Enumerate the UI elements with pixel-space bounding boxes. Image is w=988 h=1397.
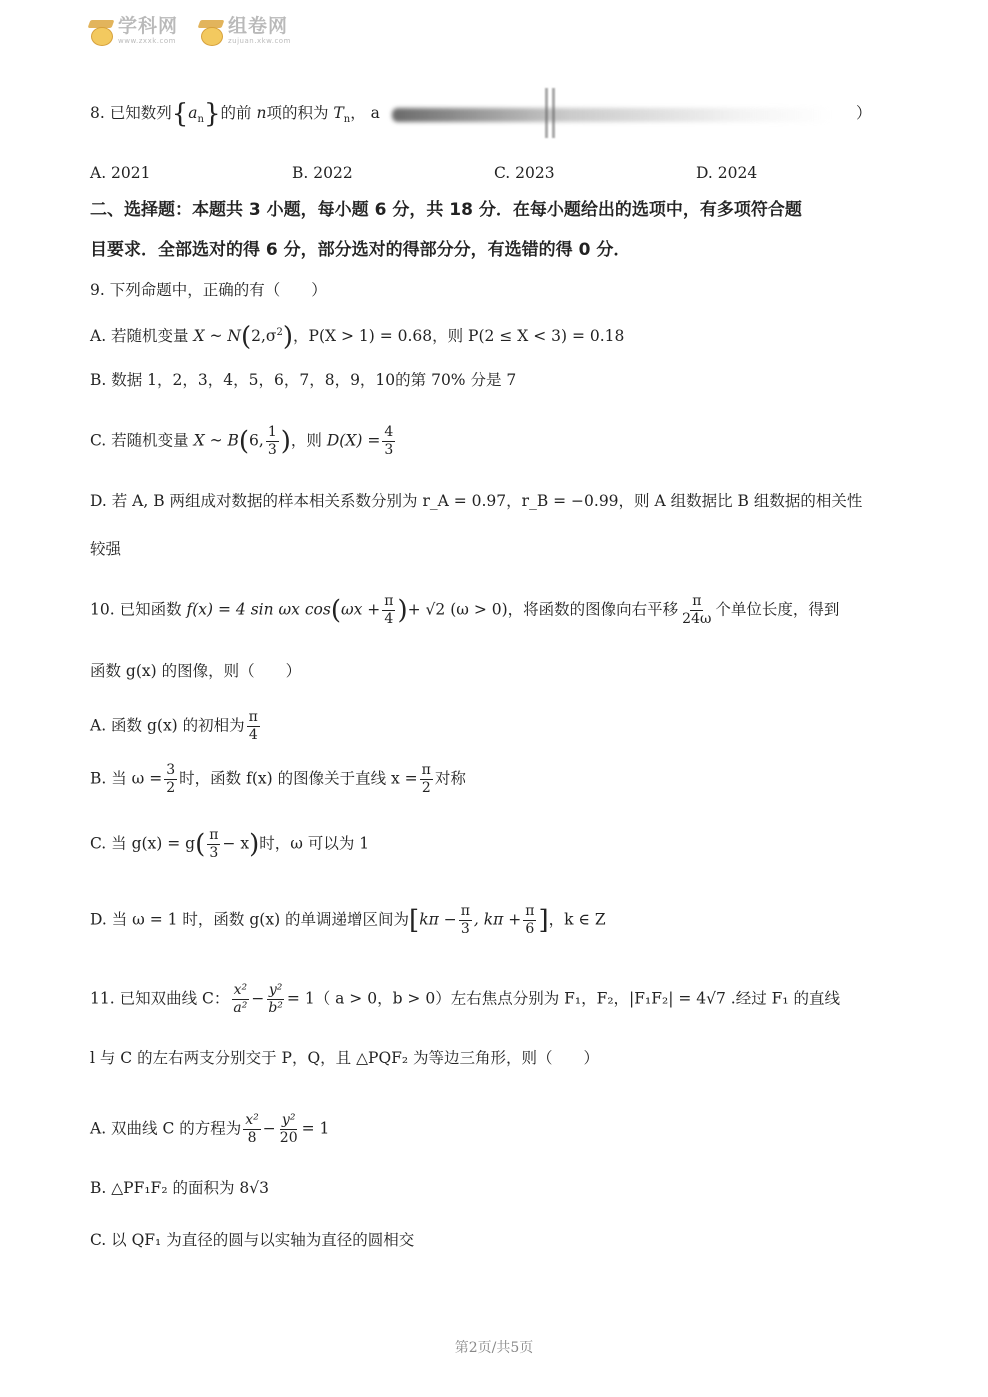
question-10-option-d: D. 当 ω = 1 时，函数 g(x) 的单调递增区间为[kπ − $\frac{\pi}{3}$ , kπ + $\frac{\pi}{6}$ ]，k ∈ Z [90, 903, 606, 937]
question-9-option-a: A. 若随机变量 X ~ $N(2,\sigma^2)$，P(X > 1) = 0.68，则 P(2 ≤ X < 3) = 0.18 [90, 322, 625, 353]
section-2-heading-line2: 目要求．全部选对的得 6 分，部分选对的得部分分，有选错的得 0 分． [90, 240, 631, 260]
graduate-cap-icon [88, 18, 114, 44]
section-2-heading-line1: 二、选择题：本题共 3 小题，每小题 6 分，共 18 分．在每小题给出的选项中，有多项符合题 [90, 200, 802, 220]
question-10-option-c: C. 当 g(x) = g( $\frac{\pi}{3}$ − x)时，ω 可以为 1 [90, 827, 370, 861]
page-footer: 第2页/共5页 [454, 1340, 534, 1356]
question-8-stem: 8. 已知数列$\{a_n\}$的前 n项的积为 $T_n$， a [90, 99, 380, 129]
question-9-option-b: B. 数据 1，2，3，4，5，6，7，8，9，10的第 70% 分是 7 [90, 371, 517, 389]
question-11-stem-line2: l 与 C 的左右两支分别交于 P，Q，且 △PQF₂ 为等边三角形，则（ ） [90, 1049, 600, 1067]
question-9-stem: 9. 下列命题中，正确的有（ ） [90, 281, 327, 299]
option-a: A. 2021 [90, 164, 151, 182]
question-10-stem-line2: 函数 g(x) 的图像，则（ ） [90, 662, 302, 680]
question-10-stem-line1: 10. 已知函数 f(x) = 4 sin ωx cos(ωx + $\frac{\pi}{4}$ )+ √2 (ω > 0)，将函数的图像向右平移 $\frac{\pi}{24\omega}$ 个单位长度，得到 [90, 593, 840, 627]
question-11-option-a: A. 双曲线 C 的方程为 $\frac{\text{x²}}{8}$ − $\frac{\text{y²}}{20}$ = 1 [90, 1112, 330, 1146]
question-9-option-d-line1: D. 若 A, B 两组成对数据的样本相关系数分别为 r_A = 0.97，r_B = −0.99，则 A 组数据比 B 组数据的相关性 [90, 492, 863, 510]
graduate-cap-icon [198, 18, 224, 44]
redaction-smudge [392, 108, 832, 122]
question-11-option-c: C. 以 QF₁ 为直径的圆与以实轴为直径的圆相交 [90, 1231, 415, 1249]
logo-url: zujuan.xkw.com [228, 37, 291, 45]
question-10-option-b: B. 当 ω = $\frac{3}{2}$ 时，函数 f(x) 的图像关于直线 x = $\frac{\pi}{2}$ 对称 [90, 762, 466, 796]
option-b: B. 2022 [292, 164, 353, 182]
question-11-option-b: B. △PF₁F₂ 的面积为 8√3 [90, 1179, 269, 1197]
logo-name: 组卷网 [228, 15, 289, 37]
logo-name: 学科网 [118, 15, 179, 37]
question-11-stem-line1: 11. 已知双曲线 C： $\frac{\text{x²}}{\text{a²}}$ − $\frac{\text{y²}}{\text{b²}}$ = 1（ a > 0，b > 0）左右焦点分别为 F₁，F₂，|F₁F₂| = 4√7 .经过 F₁ 的直线 [90, 982, 841, 1016]
logo-url: www.zxxk.com [118, 37, 176, 45]
xuekewang-logo [88, 14, 178, 48]
answer-paren: ） [856, 104, 872, 122]
zujuanwang-logo [198, 14, 291, 48]
question-9-option-d-line2: 较强 [90, 540, 122, 558]
option-c: C. 2023 [494, 164, 555, 182]
question-10-option-a: A. 函数 g(x) 的初相为 $\frac{\pi}{4}$ [90, 709, 258, 743]
redaction-bar [552, 88, 555, 138]
option-d: D. 2024 [696, 164, 758, 182]
question-9-option-c: C. 若随机变量 X ~ B(6, $\frac{1}{3}$ )，则 D(X) = $\frac{4}{3}$ [90, 424, 394, 458]
redaction-bar [545, 88, 548, 138]
